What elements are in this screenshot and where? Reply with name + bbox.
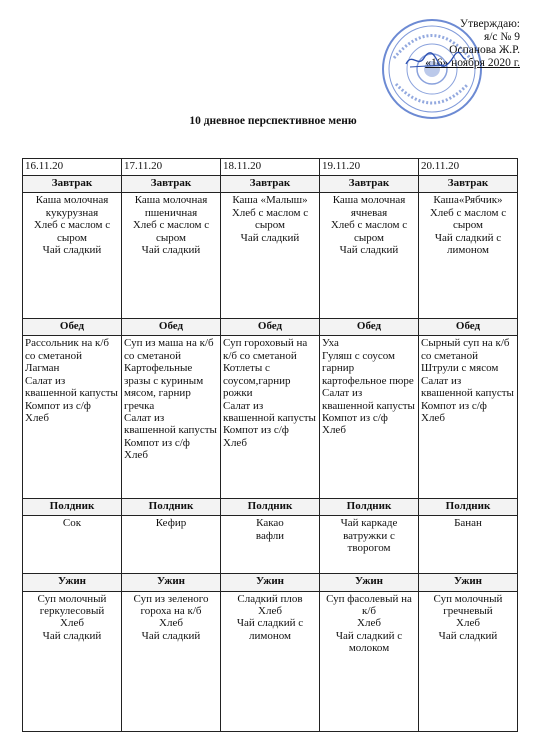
page-title: 10 дневное перспективное меню xyxy=(189,115,357,127)
approval-date: «16» ноября 2020 г. xyxy=(425,57,520,69)
menu-item: Суп молочный геркулесовый xyxy=(37,592,107,617)
menu-item: Хлеб с маслом с сыром xyxy=(33,219,111,244)
breakfast-header-cell: Завтрак xyxy=(419,176,518,193)
breakfast-menu-cell xyxy=(320,193,419,319)
dinner-header-cell: Ужин xyxy=(23,574,122,591)
breakfast-menu-cell xyxy=(122,193,221,319)
dinner-menu-cell xyxy=(419,591,518,732)
menu-item: Суп из маша на к/б со сметаной xyxy=(124,337,214,362)
menu-item: Салат из квашенной капусты xyxy=(421,374,514,400)
menu-item: Компот из с/ф xyxy=(322,411,388,424)
snack-menu-cell xyxy=(221,516,320,574)
menu-item: Чай сладкий xyxy=(42,629,102,642)
breakfast-header-cell: Завтрак xyxy=(320,176,419,193)
lunch-menu-cell xyxy=(221,336,320,499)
menu-item: Хлеб с маслом с сыром xyxy=(132,219,210,244)
menu-item: Чай сладкий с лимоном xyxy=(236,617,304,642)
dinner-row xyxy=(23,591,518,732)
menu-item: Гуляш с соусом гарнир картофельное пюре xyxy=(322,349,414,387)
menu-item: Суп гороховый на к/б со сметаной xyxy=(223,337,308,362)
menu-item: Хлеб с маслом с сыром xyxy=(429,206,507,232)
menu-item: Каша«Рябчик» xyxy=(433,194,503,207)
menu-item: Хлеб с маслом с сыром xyxy=(330,219,408,244)
menu-item: Котлеты с соусом,гарнир рожки xyxy=(223,362,291,400)
menu-item: Сладкий плов xyxy=(237,592,303,605)
dinner-menu-cell xyxy=(221,591,320,732)
dinner-menu-cell xyxy=(320,591,419,732)
menu-item: Чай сладкий xyxy=(141,243,201,256)
lunch-row xyxy=(23,336,518,499)
breakfast-header-row xyxy=(23,176,518,193)
menu-item: Штрули с мясом xyxy=(421,362,499,375)
approval-heading: Утверждаю: xyxy=(459,18,520,30)
menu-item: Суп фасолевый на к/б xyxy=(326,592,412,617)
snack-menu-cell xyxy=(23,516,122,574)
breakfast-header-cell: Завтрак xyxy=(122,176,221,193)
breakfast-header-cell: Завтрак xyxy=(221,176,320,193)
menu-item: Чай сладкий xyxy=(339,243,399,256)
menu-item: Сырный суп на к/б со сметаной xyxy=(421,337,510,362)
menu-item: Хлеб с маслом с сыром xyxy=(231,206,309,232)
menu-item: Хлеб xyxy=(322,424,346,437)
dinner-header-cell: Ужин xyxy=(221,574,320,591)
menu-item: Банан xyxy=(454,517,482,530)
menu-item: Уха xyxy=(322,337,339,350)
menu-table xyxy=(22,158,518,732)
dinner-header-cell: Ужин xyxy=(320,574,419,591)
menu-item: Салат из квашенной капусты xyxy=(25,374,118,400)
snack-menu-cell xyxy=(122,516,221,574)
menu-item: Сок xyxy=(62,517,82,530)
breakfast-menu-cell xyxy=(221,193,320,319)
menu-item: Каша молочная кукурузная xyxy=(35,194,109,219)
menu-item: Чай сладкий xyxy=(438,629,498,642)
date-row xyxy=(23,159,518,176)
snack-header-cell: Полдник xyxy=(320,499,419,516)
menu-item: Суп молочный гречневый xyxy=(433,592,503,617)
menu-item: вафли xyxy=(255,529,285,542)
snack-menu-cell xyxy=(419,516,518,574)
menu-item: Чай каркаде ватружки с творогом xyxy=(340,517,398,555)
dinner-header-cell: Ужин xyxy=(122,574,221,591)
menu-item: Суп из зеленого гороха на к/б xyxy=(133,592,209,617)
menu-item: Лагман xyxy=(25,362,60,375)
lunch-header-cell: Обед xyxy=(221,319,320,336)
menu-item: Салат из квашенной капусты xyxy=(223,399,316,424)
snack-row xyxy=(23,516,518,574)
dinner-header-row xyxy=(23,574,518,591)
menu-item: Хлеб xyxy=(159,617,183,630)
menu-item: Какао xyxy=(256,517,284,530)
dinner-menu-cell xyxy=(23,591,122,732)
menu-item: Каша «Малыш» xyxy=(232,194,308,207)
menu-item: Хлеб xyxy=(124,449,148,462)
lunch-header-cell: Обед xyxy=(419,319,518,336)
breakfast-menu-cell xyxy=(23,193,122,319)
lunch-header-cell: Обед xyxy=(320,319,419,336)
menu-item: Чай сладкий xyxy=(240,231,300,244)
menu-item: Хлеб xyxy=(223,436,247,449)
lunch-header-cell: Обед xyxy=(122,319,221,336)
breakfast-row xyxy=(23,193,518,319)
menu-item: Салат из квашенной капусты xyxy=(124,411,217,437)
approval-org: я/с № 9 xyxy=(483,31,520,43)
lunch-menu-cell xyxy=(23,336,122,499)
menu-item: Хлеб xyxy=(25,411,49,424)
menu-item: Чай сладкий xyxy=(141,629,201,642)
lunch-menu-cell xyxy=(419,336,518,499)
breakfast-menu-cell xyxy=(419,193,518,319)
menu-item: Компот из с/ф xyxy=(421,399,487,412)
dinner-menu-cell xyxy=(122,591,221,732)
menu-item: Кефир xyxy=(155,517,187,530)
snack-header-cell: Полдник xyxy=(23,499,122,516)
menu-item: Компот из с/ф xyxy=(25,399,91,412)
menu-item: Чай сладкий xyxy=(42,243,102,256)
menu-item: Чай сладкий с лимоном xyxy=(434,231,502,256)
snack-header-cell: Полдник xyxy=(122,499,221,516)
menu-item: Компот из с/ф xyxy=(124,436,190,449)
lunch-header-cell: Обед xyxy=(23,319,122,336)
dinner-header-cell: Ужин xyxy=(419,574,518,591)
date-cell: 20.11.20 xyxy=(419,159,518,176)
menu-item: Салат из квашенной капусты xyxy=(322,387,415,412)
date-cell: 18.11.20 xyxy=(221,159,320,176)
approval-person: Оспанова Ж.Р. xyxy=(449,44,520,56)
handwritten-signature xyxy=(404,50,468,70)
menu-item: Хлеб xyxy=(421,411,445,424)
menu-item: Чай сладкий с молоком xyxy=(335,629,403,655)
snack-header-row xyxy=(23,499,518,516)
menu-item: Хлеб xyxy=(456,617,480,630)
menu-item: Каша молочная ячневая xyxy=(332,194,406,219)
date-cell: 17.11.20 xyxy=(122,159,221,176)
snack-header-cell: Полдник xyxy=(221,499,320,516)
menu-item: Хлеб xyxy=(357,617,381,630)
snack-header-cell: Полдник xyxy=(419,499,518,516)
menu-item: Компот из с/ф xyxy=(223,424,289,437)
menu-item: Каша молочная пшеничная xyxy=(134,194,208,219)
lunch-menu-cell xyxy=(122,336,221,499)
menu-item: Хлеб xyxy=(258,604,282,617)
snack-menu-cell xyxy=(320,516,419,574)
date-cell: 19.11.20 xyxy=(320,159,419,176)
lunch-header-row xyxy=(23,319,518,336)
breakfast-header-cell: Завтрак xyxy=(23,176,122,193)
menu-item: Картофельные зразы с куриным мясом, гарнир гречка xyxy=(124,362,204,412)
lunch-menu-cell xyxy=(320,336,419,499)
date-cell: 16.11.20 xyxy=(23,159,122,176)
menu-item: Хлеб xyxy=(60,617,84,630)
menu-item: Рассольник на к/б со сметаной xyxy=(25,337,110,362)
